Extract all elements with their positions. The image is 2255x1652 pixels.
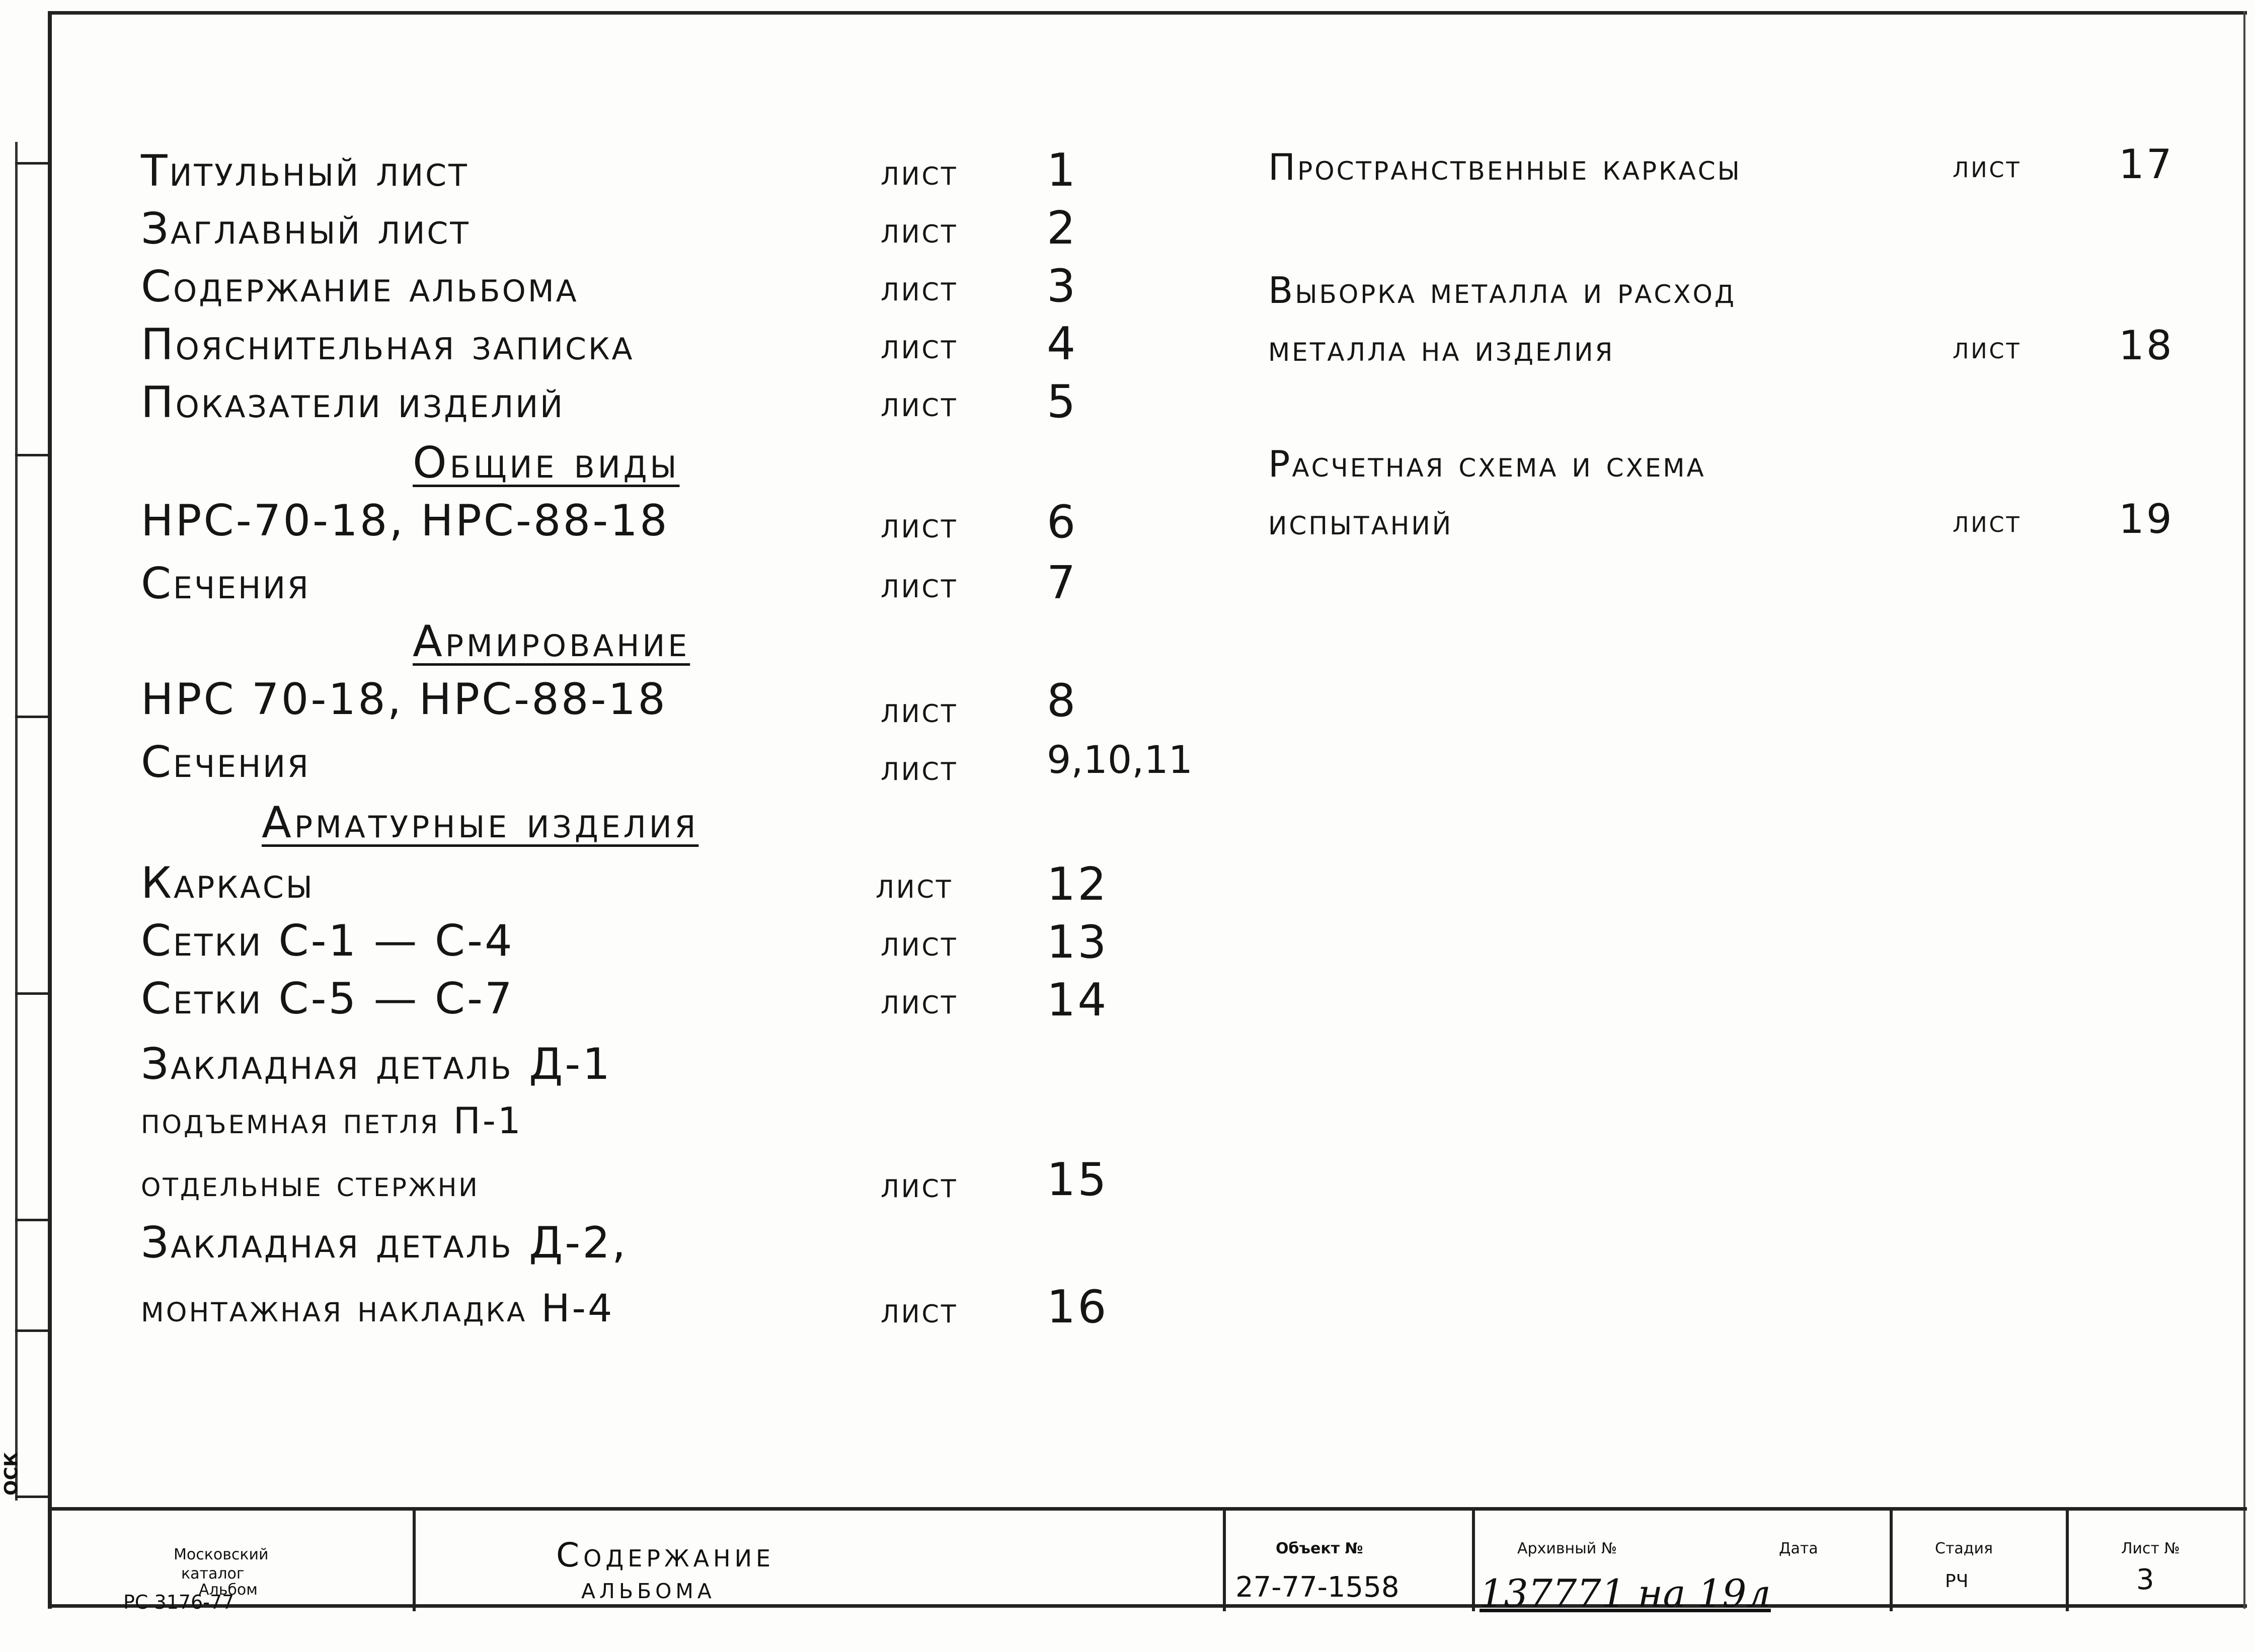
item-sheet-word: лист: [881, 1164, 958, 1206]
item-sheet-word: лист: [881, 383, 958, 425]
item-number: 19: [2119, 496, 2174, 542]
item-name: Закладная деталь Д-2,: [141, 1218, 628, 1268]
org-catalog: каталог: [181, 1565, 245, 1583]
org-name: Московский: [174, 1546, 269, 1563]
date-label: Дата: [1779, 1540, 1818, 1557]
item-number: 6: [1047, 496, 1078, 548]
item-number: 12: [1047, 858, 1109, 911]
album-label: Альбом: [199, 1581, 258, 1599]
item-name: Каркасы: [141, 858, 315, 908]
frame-right-line: [2243, 11, 2245, 1609]
sheet-number: 3: [2136, 1563, 2154, 1596]
margin-tick: [15, 1496, 50, 1498]
item-name: Закладная деталь Д-1: [141, 1039, 612, 1089]
item-sheet-word: лист: [1953, 329, 2021, 366]
title-block-divider: [1890, 1511, 1893, 1611]
item-sheet-word: лист: [881, 747, 958, 789]
section-heading-reinforcement: Армирование: [413, 616, 690, 667]
item-name: Титульный лист: [141, 146, 469, 196]
margin-tick: [15, 162, 50, 165]
item-sheet-word: лист: [1953, 503, 2021, 539]
margin-line: [15, 142, 18, 1501]
item-number: 13: [1047, 916, 1109, 969]
archive-label: Архивный №: [1517, 1540, 1617, 1557]
item-name: металла на изделия: [1268, 327, 1615, 369]
stage-value: РЧ: [1945, 1571, 1969, 1592]
item-sheet-word: лист: [881, 152, 958, 193]
item-name: Расчетная схема и схема: [1268, 443, 1706, 485]
item-name: Сечения: [141, 559, 310, 609]
item-number: 15: [1047, 1153, 1109, 1206]
item-number: 3: [1047, 260, 1078, 312]
sheet-number-label: Лист №: [2121, 1540, 2180, 1557]
item-name: Заглавный лист: [141, 204, 471, 254]
title-block-divider: [1472, 1511, 1475, 1611]
item-name: подъемная петля П-1: [141, 1099, 523, 1142]
item-sheet-word: лист: [881, 565, 958, 606]
item-name: НРС-70-18, НРС-88-18: [141, 496, 669, 546]
item-name: испытаний: [1268, 501, 1453, 543]
margin-tick: [15, 1329, 50, 1332]
archive-number: 137771 на 19л: [1480, 1571, 1771, 1616]
margin-osk-label: ОСК: [1, 1452, 22, 1496]
item-sheet-word: лист: [1953, 148, 2021, 185]
item-number: 2: [1047, 202, 1078, 255]
item-sheet-word: лист: [881, 326, 958, 367]
item-name: НРС 70-18, НРС-88-18: [141, 674, 667, 725]
item-sheet-word: лист: [881, 268, 958, 309]
title-block-divider: [1223, 1511, 1226, 1611]
item-name: Содержание альбома: [141, 262, 579, 312]
margin-tick: [15, 454, 50, 456]
item-sheet-word: лист: [881, 689, 958, 731]
frame-top-line: [48, 11, 2247, 15]
frame-left-line: [48, 11, 52, 1609]
item-sheet-word: лист: [881, 505, 958, 546]
title-block: [48, 1507, 2247, 1616]
item-name: Сетки С-5 — С-7: [141, 974, 514, 1024]
item-sheet-word: лист: [881, 1290, 958, 1331]
item-number: 16: [1047, 1281, 1109, 1333]
item-sheet-word: лист: [881, 210, 958, 251]
item-number: 4: [1047, 318, 1078, 370]
item-name: Показатели изделий: [141, 377, 565, 428]
item-sheet-word: лист: [881, 981, 958, 1022]
item-number: 9,10,11: [1047, 737, 1193, 782]
item-name: Выборка металла и расход: [1268, 269, 1736, 311]
stage-label: Стадия: [1935, 1540, 1993, 1557]
section-heading-general: Общие виды: [413, 438, 680, 488]
item-number: 7: [1047, 557, 1078, 609]
object-label: Объект №: [1276, 1540, 1363, 1557]
item-name: Пространственные каркасы: [1268, 146, 1742, 188]
item-number: 18: [2119, 322, 2174, 369]
item-sheet-word: лист: [876, 865, 953, 906]
item-number: 17: [2119, 141, 2174, 188]
section-heading-products: Арматурные изделия: [262, 798, 699, 848]
item-name: Сечения: [141, 737, 310, 788]
item-number: 5: [1047, 375, 1078, 428]
title-block-divider: [413, 1511, 416, 1611]
sheet-title-line1: Содержание: [556, 1536, 775, 1575]
item-name: монтажная накладка Н-4: [141, 1286, 614, 1330]
binding-margin: [0, 11, 48, 1609]
item-name: Пояснительная записка: [141, 320, 635, 370]
item-name: отдельные стержни: [141, 1162, 480, 1205]
album-code: РС 3176-77: [123, 1591, 235, 1613]
item-number: 8: [1047, 674, 1078, 727]
object-number: 27-77-1558: [1235, 1571, 1399, 1604]
margin-tick: [15, 1219, 50, 1221]
sheet-title-line2: альбома: [581, 1571, 716, 1605]
item-number: 14: [1047, 974, 1109, 1027]
margin-tick: [15, 716, 50, 718]
item-number: 1: [1047, 144, 1078, 197]
item-sheet-word: лист: [881, 923, 958, 964]
margin-tick: [15, 992, 50, 995]
item-name: Сетки С-1 — С-4: [141, 916, 514, 966]
title-block-divider: [2066, 1511, 2069, 1611]
